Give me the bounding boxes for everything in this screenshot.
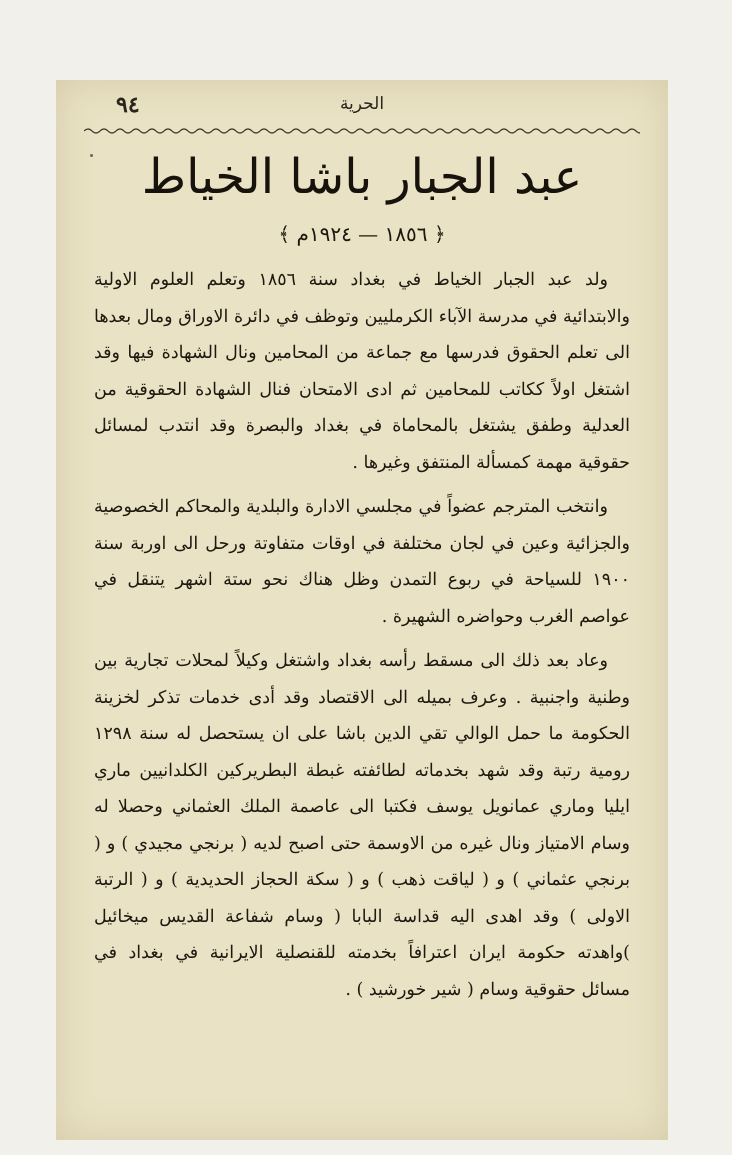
article-title: عبد الجبار باشا الخياط	[141, 149, 583, 205]
page-number: ٩٤	[116, 92, 140, 118]
paragraph: وانتخب المترجم عضواً في مجلسي الادارة والبلدية والمحاكم الخصوصية والجزائية وعين في لجان مختلفة في اوقات متفاوتة ورحل الى اوربة سنة ١٩٠٠ للسياحة في ربوع التمدن وظل هناك نحو ستة اشهر يتنقل في عواصم الغرب وحواضره الشهيرة .	[94, 497, 630, 627]
page-header	[86, 92, 638, 126]
book-page	[56, 80, 668, 1140]
article-body	[94, 262, 630, 1008]
life-dates: ﴿ ١٨٥٦ — ١٩٢٤م ﴾	[278, 222, 446, 246]
paragraph: ولد عبد الجبار الخياط في بغداد سنة ١٨٥٦ وتعلم العلوم الاولية والابتدائية في مدرسة الآباء الكرمليين وتوظف في دائرة الاوراق ومال بعدها الى تعلم الحقوق فدرسها مع جماعة من المحامين ونال الشهادة فيها وقد اشتغل اولاً ككاتب للمحامين ثم ادى الامتحان فنال الشهادة الحقوقية من العدلية وطفق يشتغل بالمحاماة في بغداد والبصرة وقد انتدب لمسائل حقوقية مهمة كمسألة المنتفق وغيرها .	[94, 270, 630, 473]
paragraph: وعاد بعد ذلك الى مسقط رأسه بغداد واشتغل وكيلاً لمحلات تجارية بين وطنية واجنبية . وعرف بميله الى الاقتصاد وقد أدى خدمات تذكر لخزينة الحكومة ما حمل الوالي تقي الدين باشا على ان يستحصل له سنة ١٢٩٨ رومية رتبة وقد شهد بخدماته لطائفته غبطة البطريركين الكلدانيين ماري ايليا وماري عمانويل يوسف فكتبا الى عاصمة الملك العثماني وحصلا له وسام الامتياز ونال غيره من الاوسمة حتى اصبح لديه ( برنجي مجيدي ) و ( برنجي عثماني ) و ( لياقت ذهب ) و ( سكة الحجاز الحديدية ) و ( الرتبة الاولى ) وقد اهدى اليه قداسة البابا ( وسام شفاعة القديس ميخائيل )واهدته حكومة ايران اعترافاً بخدمته للقنصلية الايرانية في بغداد في مسائل حقوقية وسام ( شير خورشيد ) .	[94, 651, 630, 1000]
wavy-divider	[84, 126, 640, 136]
running-title: الحرية	[339, 94, 385, 114]
